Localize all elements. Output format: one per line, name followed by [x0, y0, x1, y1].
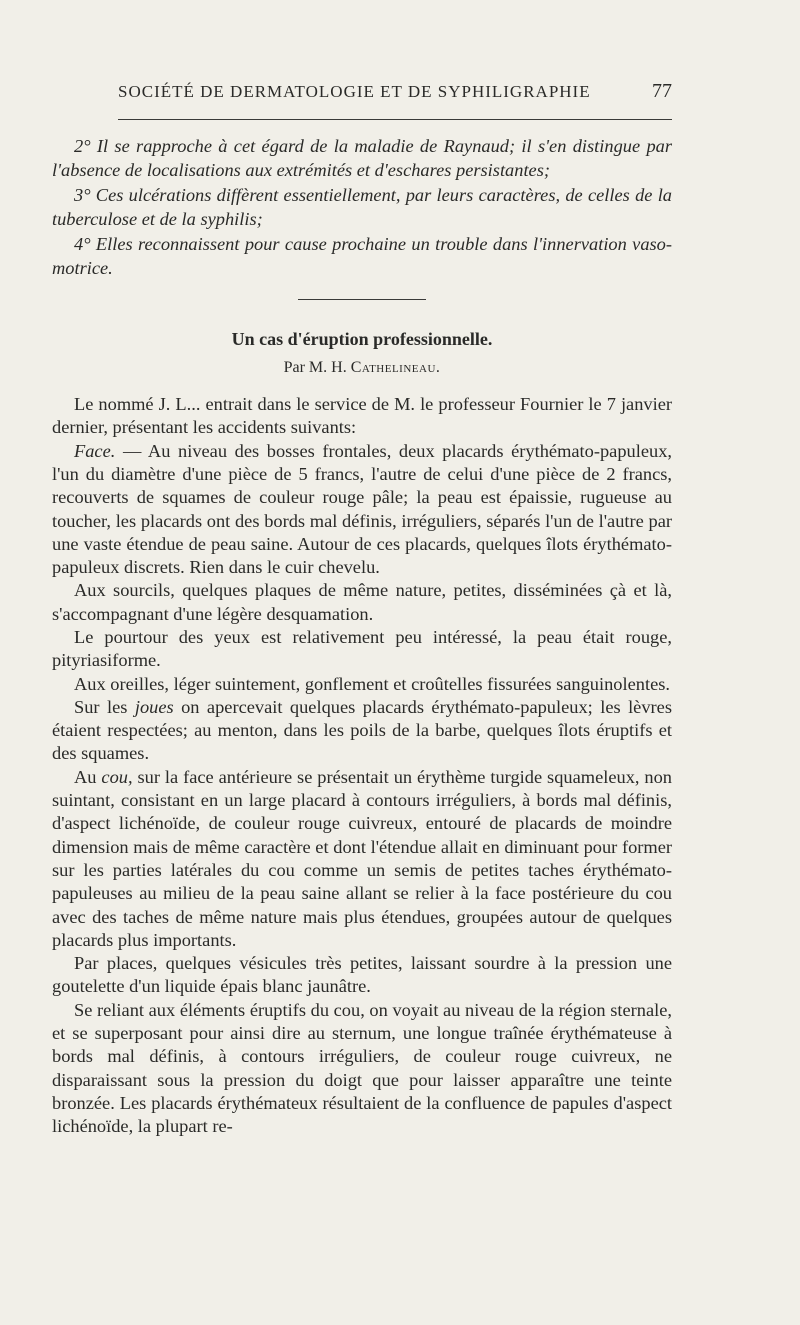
- paragraph-text: on apercevait quelques placards érythémato-papuleux; les lèvres étaient respectées; au menton, dans les poils de la barbe, quelques îlots éruptifs et des squames.: [52, 696, 672, 764]
- byline-author: Cathelineau.: [350, 358, 441, 376]
- paragraph-emphasis: joues: [134, 696, 174, 717]
- paragraph: Le pourtour des yeux est relativement peu intéressé, la peau était rouge, pityriasiforme.: [52, 627, 672, 671]
- header-rule: [118, 119, 672, 120]
- page-number: 77: [652, 80, 672, 102]
- paragraph-text: Sur les: [74, 696, 135, 717]
- body-text: [52, 134, 672, 1139]
- paragraph: [52, 440, 672, 580]
- paragraph-label: Face.: [74, 440, 116, 461]
- running-title: SOCIÉTÉ DE DERMATOLOGIE ET DE SYPHILIGRAPHIE: [118, 82, 591, 101]
- conclusion-item: 4° Elles reconnaissent pour cause prochaine un trouble dans l'innervation vaso-motrice.: [52, 233, 672, 279]
- paragraph: Par places, quelques vésicules très petites, laissant sourdre à la pression une goutelette d'un liquide épais blanc jaunâtre.: [52, 953, 672, 997]
- byline-prefix: Par M. H.: [283, 358, 347, 376]
- paragraph: Aux sourcils, quelques plaques de même nature, petites, disséminées çà et là, s'accompagnant d'une légère desquamation.: [52, 580, 672, 624]
- conclusions-list: [52, 134, 672, 280]
- paragraph: [52, 766, 672, 952]
- paragraph-text: — Au niveau des bosses frontales, deux placards érythémato-papuleux, l'un du diamètre d'une pièce de 5 francs, l'autre de celui d'une pièce de 2 francs, recouverts de squames de couleur rouge pâle; la peau est épaissie, rugueuse au toucher, les placards ont des bords mal définis, irréguliers, séparés l'un de l'autre par une vaste étendue de peau saine. Autour de ces placards, quelques îlots érythémato-papuleux discrets. Rien dans le cuir chevelu.: [52, 440, 672, 578]
- paragraph-text: sur la face antérieure se présentait un érythème turgide squameleux, non suintant, consistant en un large placard à contours irréguliers, à bords mal définis, d'aspect lichénoïde, de couleur rouge cuivreux, entouré de placards de moindre dimension mais de même caractère et dont l'étendue allait en diminuant pour former sur les parties latérales du cou comme un semis de petites taches érythémato-papuleuses au milieu de la peau saine allant se relier à la face postérieure du cou avec des taches de même nature mais plus étendues, groupées autour de quelques placards plus importants.: [52, 766, 673, 950]
- paragraph-emphasis: cou,: [101, 766, 133, 787]
- conclusion-item: 3° Ces ulcérations diffèrent essentiellement, par leurs caractères, de celles de la tuberculose et de la syphilis;: [52, 184, 672, 230]
- article-byline: [52, 356, 672, 379]
- paragraph: Le nommé J. L... entrait dans le service de M. le professeur Fournier le 7 janvier dernier, présentant les accidents suivants:: [52, 394, 672, 438]
- article-title: Un cas d'éruption professionnelle.: [231, 329, 493, 350]
- paragraph: Aux oreilles, léger suintement, gonflement et croûtelles fissurées sanguinolentes.: [74, 673, 670, 694]
- running-header: [118, 80, 672, 103]
- paragraph-text: Au: [74, 766, 102, 787]
- section-divider: [298, 299, 426, 300]
- conclusion-item: 2° Il se rapproche à cet égard de la maladie de Raynaud; il s'en distingue par l'absence de localisations aux extrémités et d'eschares persistantes;: [52, 136, 672, 181]
- paragraph: [52, 696, 672, 766]
- paragraph: Se reliant aux éléments éruptifs du cou, on voyait au niveau de la région sternale, et se superposant pour ainsi dire au sternum, une longue traînée érythémateuse à bords mal définis, à contours irréguliers, de couleur rouge cuivreux, ne disparaissant sous la pression du doigt que pour laisser apparaître une teinte bronzée. Les placards érythémateux résultaient de la confluence de papules d'aspect lichénoïde, la plupart re-: [52, 999, 672, 1137]
